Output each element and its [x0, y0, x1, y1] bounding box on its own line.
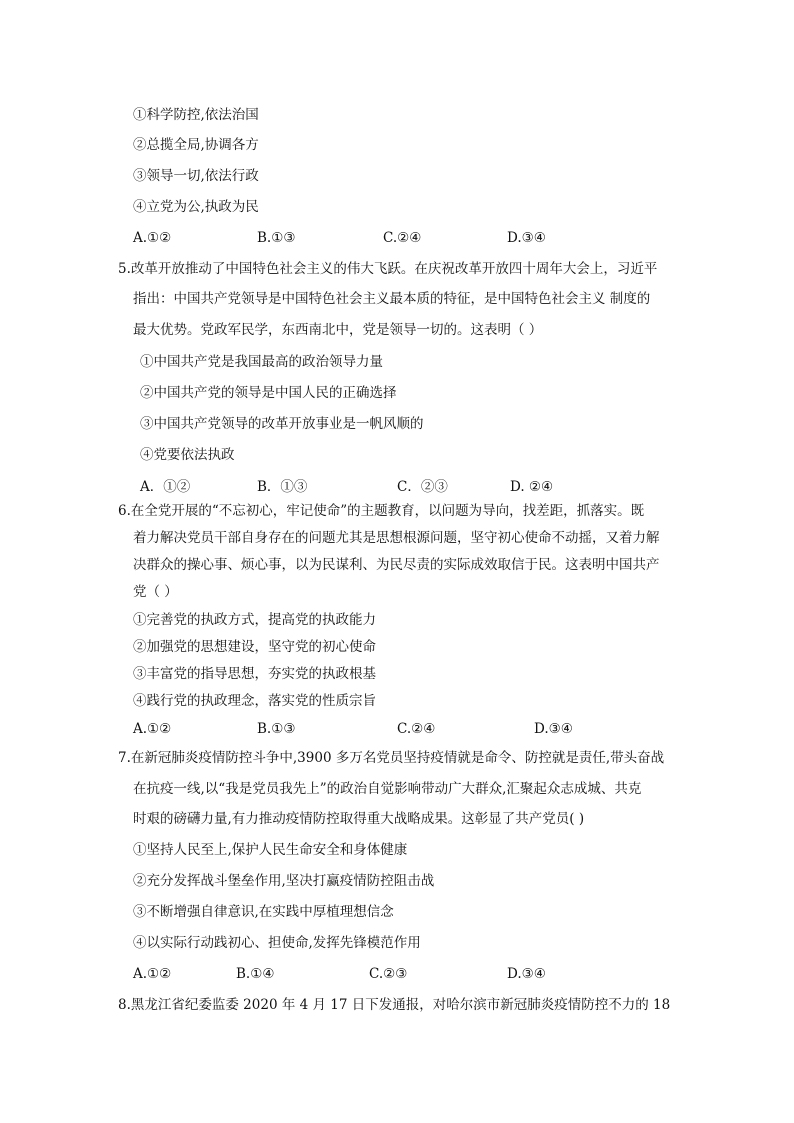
q4-option-a: A.①②	[133, 230, 172, 246]
q6-stem-line-2: 着力解决党员干部自身存在的问题尤其是思想根源问题，坚守初心使命不动摇，又着力解	[133, 530, 660, 546]
q4-option-c: C.②④	[383, 230, 422, 246]
q5-stem-line-2: 指出：中国共产党领导是中国特色社会主义最本质的特征，是中国特色社会主义 制度的	[133, 291, 651, 307]
q4-item-1: ①科学防控,依法治国	[133, 107, 259, 123]
q7-item-1: ①坚持人民至上,保护人民生命安全和身体健康	[133, 842, 408, 858]
q6-stem-line-1: 6.在全党开展的“不忘初心，牢记使命”的主题教育，以问题为导向，找差距，抓落实。既	[118, 503, 645, 519]
q5-item-1: ①中国共产党是我国最高的政治领导力量	[140, 354, 383, 370]
q6-option-c: C.②④	[397, 721, 436, 737]
q6-stem-line-3: 决群众的操心事、烦心事，以为民谋利、为民尽责的实际成效取信于民。这表明中国共产	[133, 557, 660, 573]
q5-option-c: C．②③	[397, 479, 448, 495]
q6-option-a: A.①②	[133, 721, 172, 737]
q6-option-d: D.③④	[534, 721, 573, 737]
q7-stem-line-2: 在抗疫一线,以“我是党员我先上”的政治自觉影响带动广大群众,汇聚起众志成城、共克	[133, 781, 642, 797]
q6-item-4: ④践行党的执政理念，落实党的性质宗旨	[133, 693, 376, 709]
q5-item-2: ②中国共产党的领导是中国人民的正确选择	[140, 385, 397, 401]
q7-option-d: D.③④	[507, 966, 546, 982]
q7-stem-line-3: 时艰的磅礴力量,有力推动疫情防控取得重大战略成果。这彰显了共产党员( )	[133, 811, 585, 827]
q5-stem-line-3: 最大优势。党政军民学，东西南北中，党是领导一切的。这表明（ ）	[133, 322, 543, 338]
q7-item-3: ③不断增强自律意识,在实践中厚植理想信念	[133, 904, 394, 920]
q6-stem-line-4: 党（ ）	[133, 584, 178, 600]
q4-option-b: B.①③	[257, 230, 296, 246]
q5-item-4: ④党要依法执政	[140, 447, 235, 463]
q4-item-2: ②总揽全局,协调各方	[133, 137, 259, 153]
q8-stem-line-1: 8.黑龙江省纪委监委 2020 年 4 月 17 日下发通报，对哈尔滨市新冠肺炎疫情防控不力的 18	[118, 997, 671, 1013]
q6-item-2: ②加强党的思想建设，坚守党的初心使命	[133, 639, 376, 655]
q7-option-b: B.①④	[236, 966, 275, 982]
q7-option-a: A.①②	[133, 966, 172, 982]
q6-option-b: B.①③	[257, 721, 296, 737]
q7-option-c: C.②③	[369, 966, 408, 982]
q4-item-3: ③领导一切,依法行政	[133, 168, 259, 184]
q4-item-4: ④立党为公,执政为民	[133, 199, 259, 215]
q6-item-1: ①完善党的执政方式，提高党的执政能力	[133, 612, 376, 628]
q6-item-3: ③丰富党的指导思想，夯实党的执政根基	[133, 666, 376, 682]
q5-item-3: ③中国共产党领导的改革开放事业是一帆风顺的	[140, 416, 424, 432]
q7-item-2: ②充分发挥战斗堡垒作用,坚决打赢疫情防控阻击战	[133, 873, 435, 889]
q5-option-d: D. ②④	[510, 479, 554, 495]
q5-stem-line-1: 5.改革开放推动了中国特色社会主义的伟大飞跃。在庆祝改革开放四十周年大会上，习近平	[118, 261, 658, 277]
q5-option-a: A．①②	[140, 479, 191, 495]
q7-item-4: ④以实际行动践初心、担使命,发挥先锋模范作用	[133, 935, 421, 951]
q7-stem-line-1: 7.在新冠肺炎疫情防控斗争中,3900 多万名党员坚持疫情就是命令、防控就是责任,带头奋战	[118, 750, 665, 766]
q5-option-b: B．①③	[257, 479, 308, 495]
q4-option-d: D.③④	[507, 230, 546, 246]
